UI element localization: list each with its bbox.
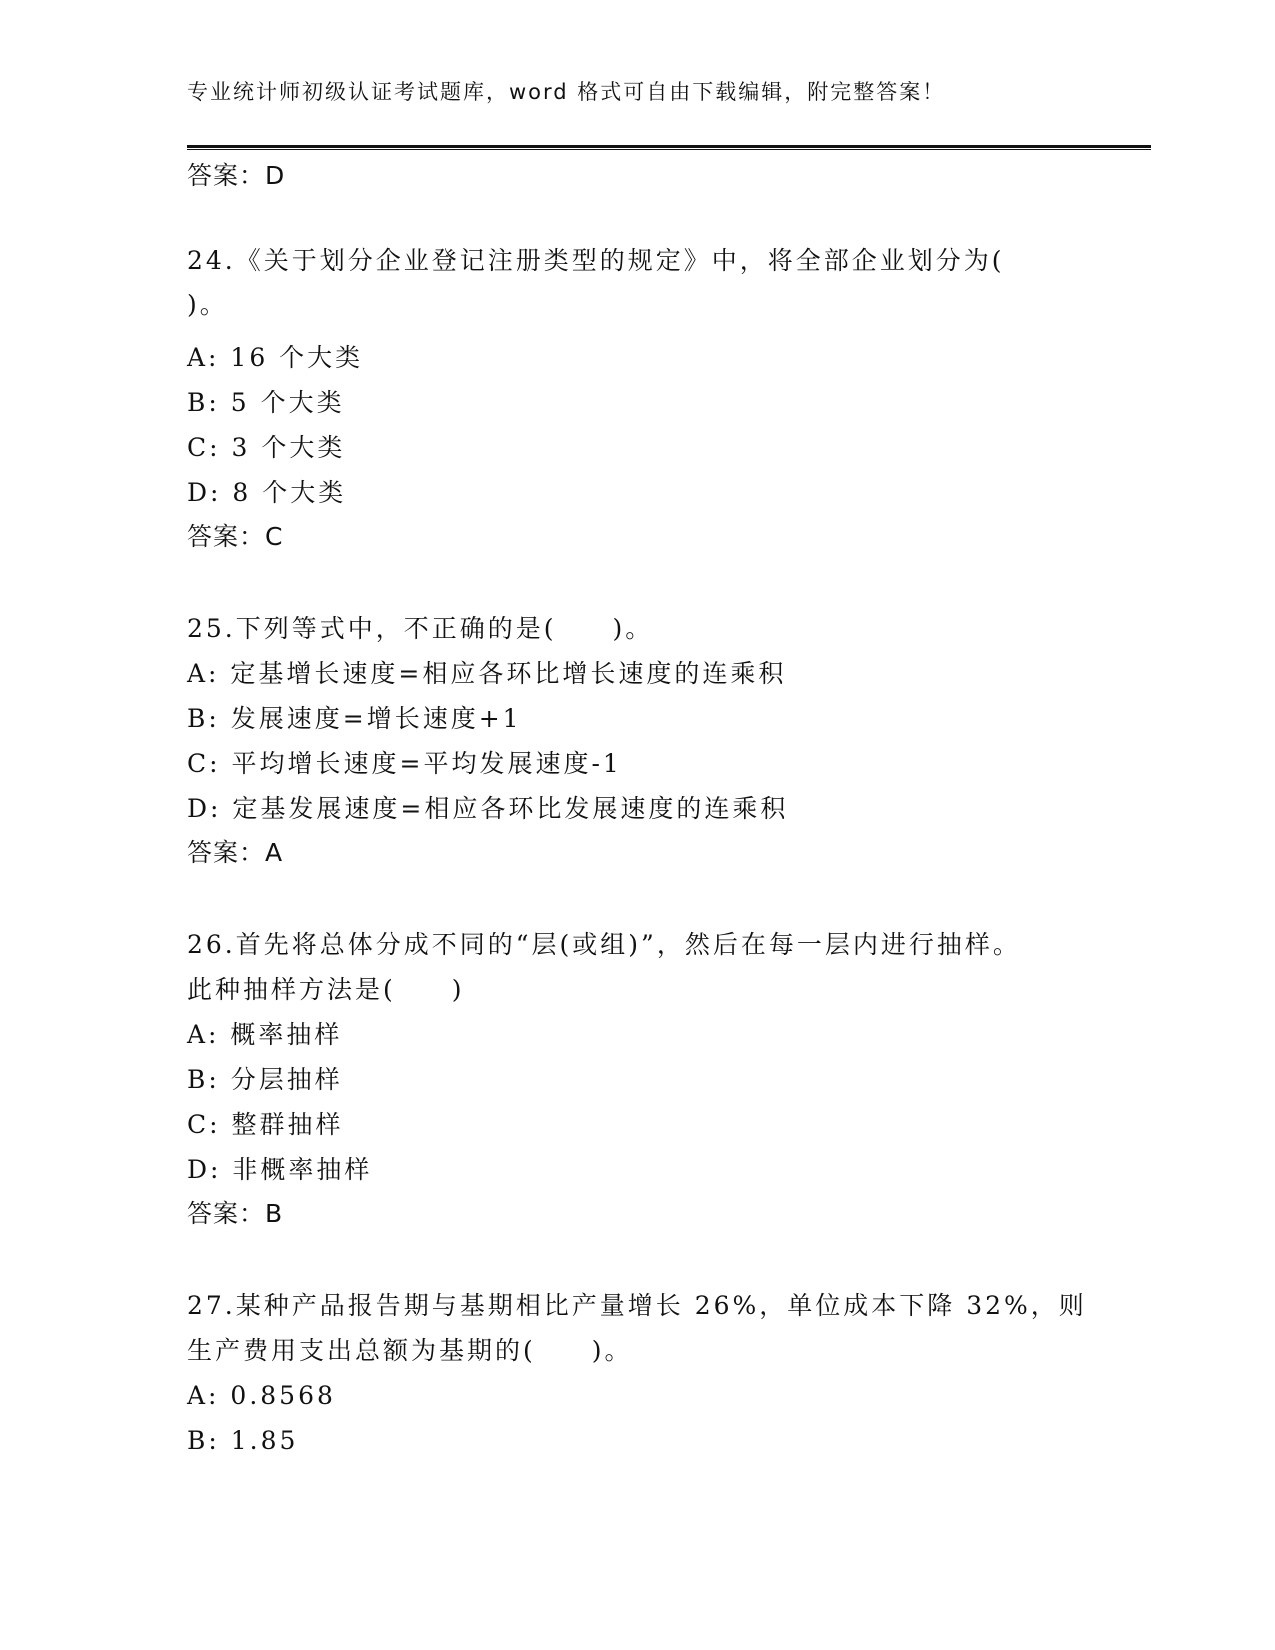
- q25-option-b: B: 发展速度=增长速度+1: [187, 704, 522, 733]
- q26-option-c: C: 整群抽样: [187, 1110, 344, 1139]
- q24-option-b: B: 5 个大类: [187, 388, 345, 417]
- q26-option-b: B: 分层抽样: [187, 1065, 343, 1094]
- header-divider: [187, 145, 1151, 150]
- q27-stem-line-1: 27.某种产品报告期与基期相比产量增长 26%，单位成本下降 32%，则: [187, 1291, 1087, 1320]
- q26-stem-line-2: 此种抽样方法是( ): [187, 975, 465, 1004]
- q24-stem-line-1: 24.《关于划分企业登记注册类型的规定》中，将全部企业划分为(: [187, 246, 1005, 275]
- q24-answer: 答案：C: [187, 522, 284, 551]
- q25-option-a: A: 定基增长速度=相应各环比增长速度的连乘积: [187, 659, 787, 688]
- q27-option-a: A: 0.8568: [187, 1381, 336, 1410]
- q24-option-c: C: 3 个大类: [187, 433, 346, 462]
- q26-answer: 答案：B: [187, 1199, 284, 1228]
- q26-option-d: D: 非概率抽样: [187, 1155, 373, 1184]
- q26-stem-line-1: 26.首先将总体分成不同的“层(或组)”，然后在每一层内进行抽样。: [187, 930, 1021, 959]
- q24-option-a: A: 16 个大类: [187, 343, 364, 372]
- q25-option-c: C: 平均增长速度=平均发展速度-1: [187, 749, 622, 778]
- page-header: 专业统计师初级认证考试题库，word 格式可自由下载编辑，附完整答案！: [187, 80, 946, 104]
- q25-stem-line-1: 25.下列等式中，不正确的是( )。: [187, 614, 654, 643]
- answer-prev: 答案：D: [187, 161, 286, 190]
- q25-answer: 答案：A: [187, 838, 284, 867]
- q24-option-d: D: 8 个大类: [187, 478, 347, 507]
- q27-stem-line-2: 生产费用支出总额为基期的( )。: [187, 1336, 633, 1365]
- q25-option-d: D: 定基发展速度=相应各环比发展速度的连乘积: [187, 794, 789, 823]
- q27-option-b: B: 1.85: [187, 1426, 299, 1455]
- q26-option-a: A: 概率抽样: [187, 1020, 343, 1049]
- q24-stem-line-2: )。: [187, 290, 228, 319]
